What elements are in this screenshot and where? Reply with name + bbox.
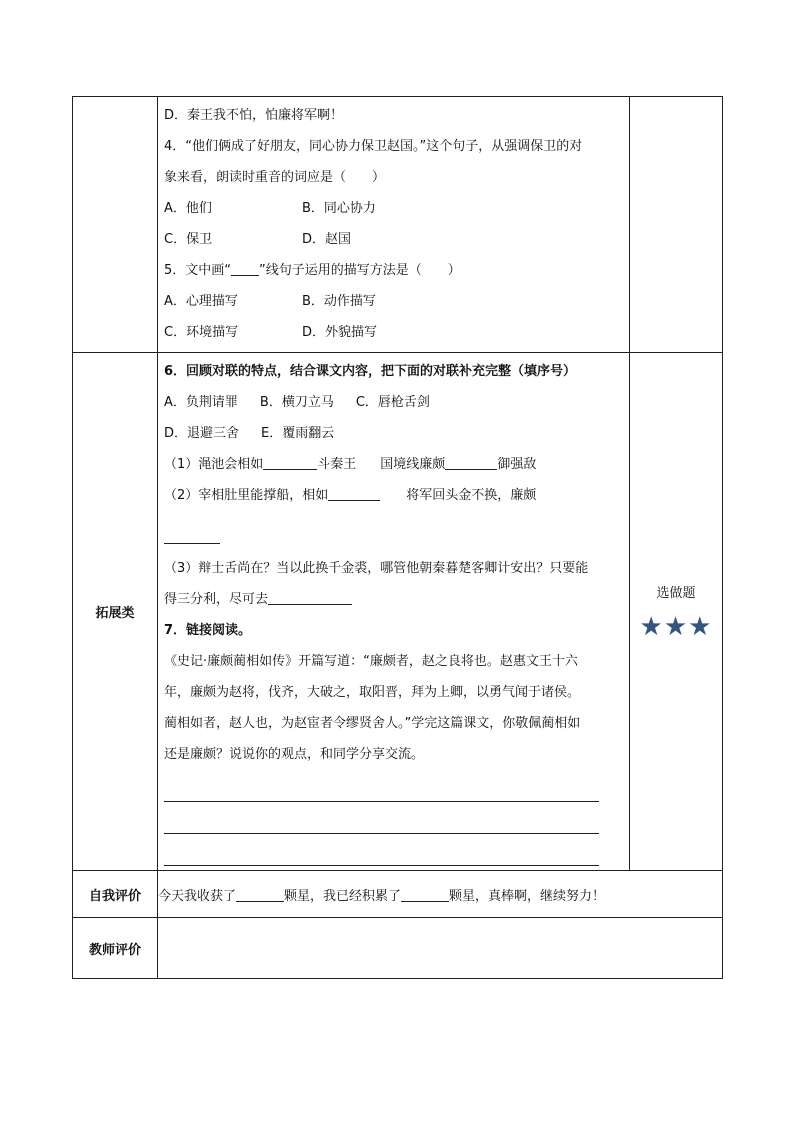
q4-stem-line1: 4．“他们俩成了好朋友，同心协力保卫赵国。”这个句子，从强调保卫的对 (164, 139, 583, 154)
q7-answer-line-1[interactable] (164, 770, 599, 802)
q6-option-a: A．负荆请罪 (164, 395, 238, 410)
q5-option-d[interactable]: D．外貌描写 (302, 325, 378, 340)
q5-stem-post: ”线句子运用的描写方法是（ ） (259, 263, 461, 278)
q6-item1-blank1[interactable] (263, 455, 317, 470)
self-eval-content (158, 871, 723, 918)
empty-side-cell (630, 97, 723, 353)
q4-options-row2 (164, 224, 623, 255)
three-star-icon: ★★★ (639, 612, 713, 642)
q6-item1-text-c: 国境线廉颇 (380, 457, 446, 472)
q5-options-row1 (164, 286, 623, 317)
q7-text-line1: 《史记·廉颇蔺相如传》开篇写道：“廉颇者，赵之良将也。赵惠文王十六 (164, 654, 578, 669)
q5-option-a[interactable]: A．心理描写 (164, 294, 238, 309)
worksheet-table (72, 96, 723, 979)
basic-questions-cell (158, 97, 630, 353)
q7-text-line2: 年，廉颇为赵将，伐齐，大破之，取阳晋，拜为上卿，以勇气闻于诸侯。 (164, 685, 581, 700)
self-eval-label: 自我评价 (73, 871, 158, 918)
self-eval-text-b: 颗星，我已经积累了 (284, 888, 402, 904)
q4-options-row1 (164, 193, 623, 224)
q6-item1 (164, 449, 623, 480)
q6-item2-text-b: 将军回头金不换，廉颇 (406, 488, 537, 503)
q7-answer-line-3[interactable] (164, 834, 599, 866)
q6-item3-line2 (164, 584, 623, 615)
q4-stem-line2: 象来看，朗读时重音的词应是（ ） (164, 170, 386, 185)
extension-row (73, 353, 723, 871)
q7-answer-line-2[interactable] (164, 802, 599, 834)
q7-text-line3: 蔺相如者，赵人也，为赵宦者令缪贤舍人。”学完这篇课文，你敬佩蔺相如 (164, 716, 581, 731)
q5-options-row2 (164, 317, 623, 348)
self-eval-blank1[interactable] (236, 887, 284, 902)
optional-question-label: 选做题 (656, 586, 696, 601)
q6-title: 6．回顾对联的特点，结合课文内容，把下面的对联补充完整（填序号） (164, 364, 577, 379)
q5-stem (164, 255, 623, 286)
extension-category-label: 拓展类 (73, 353, 158, 871)
teacher-eval-label: 教师评价 (73, 918, 158, 979)
self-eval-text-a: 今天我收获了 (158, 888, 237, 904)
extension-questions-cell (158, 353, 630, 871)
q6-item1-blank2[interactable] (445, 455, 497, 470)
q6-item1-text-a: （1）渑池会相如 (164, 457, 264, 472)
q4-option-a[interactable]: A．他们 (164, 201, 212, 216)
q6-option-c: C．唇枪舌剑 (355, 395, 430, 410)
q6-item3-text: 得三分利，尽可去 (164, 592, 269, 607)
optional-side-cell (630, 353, 723, 871)
q6-item1-text-b: 斗秦王 (317, 457, 357, 472)
self-eval-blank2[interactable] (401, 887, 449, 902)
q4-option-c[interactable]: C．保卫 (164, 232, 213, 247)
q6-option-e: E．覆雨翻云 (261, 426, 335, 441)
q6-item2-continuation (164, 511, 623, 553)
q6-item3-blank[interactable] (268, 590, 352, 605)
teacher-eval-content[interactable] (158, 918, 723, 979)
q4-option-b[interactable]: B．同心协力 (302, 201, 376, 216)
q6-item3-line1: （3）辩士舌尚在？当以此换千金裘，哪管他朝秦暮楚客卿计安出？只要能 (164, 561, 589, 576)
q6-item2-text-a: （2）宰相肚里能撑船，相如 (164, 488, 329, 503)
q6-item2 (164, 480, 623, 511)
q5-option-b[interactable]: B．动作描写 (302, 294, 376, 309)
q3-option-d: D．秦王我不怕，怕廉将军啊！ (164, 108, 344, 123)
q6-item2-blank1[interactable] (328, 486, 380, 501)
q5-underline-sample (231, 261, 259, 276)
empty-category-cell (73, 97, 158, 353)
q6-item2-blank2[interactable] (164, 529, 220, 544)
self-eval-row (73, 871, 723, 918)
basic-questions-row (73, 97, 723, 353)
q5-option-c[interactable]: C．环境描写 (164, 325, 239, 340)
teacher-eval-row (73, 918, 723, 979)
q6-option-d: D．退避三舍 (164, 426, 240, 441)
q6-options-row1 (164, 387, 623, 418)
q7-text-line4: 还是廉颇？说说你的观点，和同学分享交流。 (164, 747, 425, 762)
self-eval-text-c: 颗星，真棒啊，继续努力！ (449, 888, 606, 904)
q7-title: 7．链接阅读。 (164, 623, 252, 638)
q6-option-b: B．横刀立马 (259, 395, 334, 410)
q6-item1-text-d: 御强敌 (497, 457, 537, 472)
q4-option-d[interactable]: D．赵国 (302, 232, 352, 247)
q5-stem-pre: 5．文中画“ (164, 263, 232, 278)
q6-options-row2 (164, 418, 623, 449)
